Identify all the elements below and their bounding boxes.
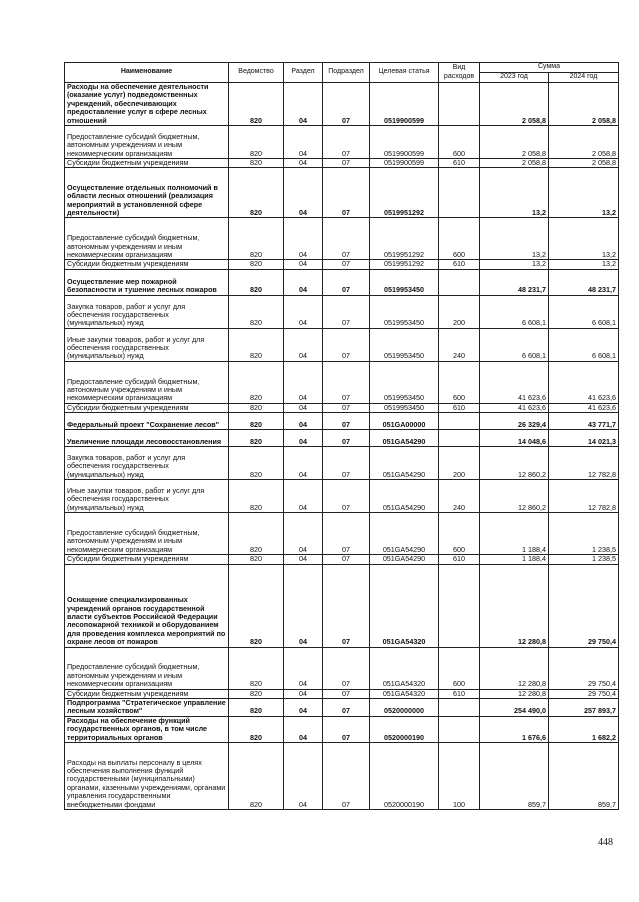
row-dept: 820 xyxy=(229,647,284,689)
row-name: Предоставление субсидий бюджетным, автономным учреждениям и иным некоммерческим организациям xyxy=(65,361,229,403)
table-row xyxy=(65,716,619,742)
row-name: Подпрограмма "Стратегическое управление лесным хозяйством" xyxy=(65,699,229,717)
row-expense: 200 xyxy=(439,295,480,328)
row-subsection: 07 xyxy=(323,361,370,403)
row-target: 051GA54290 xyxy=(370,555,439,564)
row-name: Субсидии бюджетным учреждениям xyxy=(65,689,229,698)
table-row xyxy=(65,403,619,412)
row-name: Предоставление субсидий бюджетным, автономным учреждениям и иным некоммерческим организациям xyxy=(65,513,229,555)
row-subsection: 07 xyxy=(323,447,370,480)
table-row xyxy=(65,269,619,295)
row-sum-2023: 41 623,6 xyxy=(480,361,549,403)
row-target: 0519953450 xyxy=(370,361,439,403)
col-header-section: Раздел xyxy=(284,63,323,83)
row-subsection: 07 xyxy=(323,403,370,412)
row-dept: 820 xyxy=(229,328,284,361)
row-sum-2023: 859,7 xyxy=(480,743,549,810)
col-header-2023: 2023 год xyxy=(480,73,549,83)
row-target: 0519900599 xyxy=(370,126,439,159)
row-subsection: 07 xyxy=(323,564,370,647)
row-section: 04 xyxy=(284,260,323,269)
row-sum-2023: 2 058,8 xyxy=(480,83,549,126)
row-sum-2024: 41 623,6 xyxy=(549,361,619,403)
row-name: Осуществление отдельных полномочий в области лесных отношений (реализация мероприятий в установленной сфере деятельности) xyxy=(65,168,229,218)
row-dept: 820 xyxy=(229,159,284,168)
row-subsection: 07 xyxy=(323,480,370,513)
row-dept: 820 xyxy=(229,743,284,810)
row-expense xyxy=(439,83,480,126)
row-subsection: 07 xyxy=(323,168,370,218)
row-section: 04 xyxy=(284,689,323,698)
col-header-sum: Сумма xyxy=(480,63,619,73)
row-sum-2023: 41 623,6 xyxy=(480,403,549,412)
row-target: 0520000190 xyxy=(370,716,439,742)
table-body xyxy=(65,83,619,810)
row-section: 04 xyxy=(284,168,323,218)
row-sum-2024: 859,7 xyxy=(549,743,619,810)
row-subsection: 07 xyxy=(323,260,370,269)
row-sum-2023: 254 490,0 xyxy=(480,699,549,717)
row-dept: 820 xyxy=(229,218,284,260)
row-section: 04 xyxy=(284,218,323,260)
row-subsection: 07 xyxy=(323,689,370,698)
row-sum-2024: 29 750,4 xyxy=(549,689,619,698)
table-row xyxy=(65,743,619,810)
row-target: 0520000000 xyxy=(370,699,439,717)
row-expense xyxy=(439,699,480,717)
row-name: Предоставление субсидий бюджетным, автономным учреждениям и иным некоммерческим организациям xyxy=(65,126,229,159)
row-name: Расходы на обеспечение деятельности (оказание услуг) подведомственных учреждений, обеспечивающих предоставление услуг в сфере лесных отношений xyxy=(65,83,229,126)
row-subsection: 07 xyxy=(323,699,370,717)
row-expense xyxy=(439,564,480,647)
row-target: 051GA54290 xyxy=(370,430,439,447)
row-section: 04 xyxy=(284,361,323,403)
row-subsection: 07 xyxy=(323,430,370,447)
row-name: Закупка товаров, работ и услуг для обеспечения государственных (муниципальных) нужд xyxy=(65,447,229,480)
row-sum-2024: 6 608,1 xyxy=(549,295,619,328)
row-expense: 610 xyxy=(439,260,480,269)
row-section: 04 xyxy=(284,513,323,555)
row-dept: 820 xyxy=(229,295,284,328)
row-expense xyxy=(439,413,480,430)
row-sum-2023: 1 676,6 xyxy=(480,716,549,742)
row-target: 0519953450 xyxy=(370,403,439,412)
row-dept: 820 xyxy=(229,168,284,218)
col-header-2024: 2024 год xyxy=(549,73,619,83)
row-dept: 820 xyxy=(229,361,284,403)
row-sum-2024: 29 750,4 xyxy=(549,564,619,647)
row-section: 04 xyxy=(284,269,323,295)
row-name: Расходы на выплаты персоналу в целях обеспечения выполнения функций государственными (муниципальными) органами, казенными учреждениями, органами управления государственными внебюджетными фондами xyxy=(65,743,229,810)
row-expense: 610 xyxy=(439,159,480,168)
row-sum-2024: 1 238,5 xyxy=(549,513,619,555)
row-dept: 820 xyxy=(229,447,284,480)
row-target: 0519953450 xyxy=(370,269,439,295)
row-sum-2023: 12 280,8 xyxy=(480,564,549,647)
row-sum-2024: 14 021,3 xyxy=(549,430,619,447)
table-row xyxy=(65,564,619,647)
row-expense: 600 xyxy=(439,361,480,403)
page-number: 448 xyxy=(598,837,613,848)
row-target: 051GA54320 xyxy=(370,689,439,698)
row-sum-2023: 2 058,8 xyxy=(480,159,549,168)
row-subsection: 07 xyxy=(323,555,370,564)
row-target: 0519951292 xyxy=(370,260,439,269)
row-section: 04 xyxy=(284,743,323,810)
row-sum-2024: 13,2 xyxy=(549,218,619,260)
row-name: Предоставление субсидий бюджетным, автономным учреждениям и иным некоммерческим организациям xyxy=(65,647,229,689)
row-subsection: 07 xyxy=(323,126,370,159)
col-header-name: Наименование xyxy=(65,63,229,83)
row-target: 051GA54290 xyxy=(370,480,439,513)
row-dept: 820 xyxy=(229,513,284,555)
col-header-target: Целевая статья xyxy=(370,63,439,83)
row-section: 04 xyxy=(284,126,323,159)
row-expense: 240 xyxy=(439,328,480,361)
row-section: 04 xyxy=(284,564,323,647)
budget-table xyxy=(64,62,619,810)
row-sum-2024: 2 058,8 xyxy=(549,159,619,168)
row-sum-2024: 6 608,1 xyxy=(549,328,619,361)
row-target: 0519953450 xyxy=(370,295,439,328)
table-row xyxy=(65,430,619,447)
row-section: 04 xyxy=(284,447,323,480)
table-row xyxy=(65,447,619,480)
row-expense: 610 xyxy=(439,555,480,564)
row-sum-2023: 12 280,8 xyxy=(480,689,549,698)
row-sum-2024: 13,2 xyxy=(549,260,619,269)
row-target: 0519953450 xyxy=(370,328,439,361)
row-sum-2023: 13,2 xyxy=(480,218,549,260)
row-subsection: 07 xyxy=(323,159,370,168)
row-target: 051GA54320 xyxy=(370,564,439,647)
row-sum-2024: 29 750,4 xyxy=(549,647,619,689)
row-name: Субсидии бюджетным учреждениям xyxy=(65,260,229,269)
row-section: 04 xyxy=(284,328,323,361)
row-subsection: 07 xyxy=(323,295,370,328)
row-expense: 200 xyxy=(439,447,480,480)
row-sum-2023: 13,2 xyxy=(480,260,549,269)
row-sum-2023: 1 188,4 xyxy=(480,513,549,555)
row-sum-2023: 12 280,8 xyxy=(480,647,549,689)
row-dept: 820 xyxy=(229,564,284,647)
row-sum-2024: 41 623,6 xyxy=(549,403,619,412)
row-sum-2023: 13,2 xyxy=(480,168,549,218)
row-expense: 600 xyxy=(439,218,480,260)
row-target: 051GA54290 xyxy=(370,447,439,480)
row-name: Федеральный проект "Сохранение лесов" xyxy=(65,413,229,430)
row-sum-2024: 13,2 xyxy=(549,168,619,218)
row-section: 04 xyxy=(284,83,323,126)
table-row xyxy=(65,689,619,698)
row-target: 0519900599 xyxy=(370,159,439,168)
row-dept: 820 xyxy=(229,403,284,412)
row-dept: 820 xyxy=(229,689,284,698)
table-row xyxy=(65,699,619,717)
row-subsection: 07 xyxy=(323,513,370,555)
table-row xyxy=(65,126,619,159)
row-target: 051GA00000 xyxy=(370,413,439,430)
row-name: Субсидии бюджетным учреждениям xyxy=(65,555,229,564)
row-subsection: 07 xyxy=(323,218,370,260)
col-header-dept: Ведомство xyxy=(229,63,284,83)
table-row xyxy=(65,513,619,555)
row-sum-2023: 26 329,4 xyxy=(480,413,549,430)
row-subsection: 07 xyxy=(323,743,370,810)
row-subsection: 07 xyxy=(323,647,370,689)
table-row xyxy=(65,218,619,260)
row-name: Иные закупки товаров, работ и услуг для обеспечения государственных (муниципальных) нужд xyxy=(65,480,229,513)
row-section: 04 xyxy=(284,413,323,430)
row-name: Субсидии бюджетным учреждениям xyxy=(65,159,229,168)
row-sum-2024: 1 682,2 xyxy=(549,716,619,742)
row-name: Оснащение специализированных учреждений органов государственной власти субъектов Российской Федерации лесопожарной техникой и оборудованием для проведения комплекса мероприятий по охране лесов от пожаров xyxy=(65,564,229,647)
row-target: 0519900599 xyxy=(370,83,439,126)
table-row xyxy=(65,328,619,361)
row-sum-2024: 2 058,8 xyxy=(549,126,619,159)
row-sum-2024: 12 782,8 xyxy=(549,480,619,513)
row-subsection: 07 xyxy=(323,269,370,295)
row-name: Субсидии бюджетным учреждениям xyxy=(65,403,229,412)
row-section: 04 xyxy=(284,159,323,168)
row-expense: 610 xyxy=(439,403,480,412)
row-target: 051GA54290 xyxy=(370,513,439,555)
row-expense: 610 xyxy=(439,689,480,698)
row-dept: 820 xyxy=(229,555,284,564)
row-sum-2023: 12 860,2 xyxy=(480,447,549,480)
row-sum-2023: 1 188,4 xyxy=(480,555,549,564)
row-section: 04 xyxy=(284,480,323,513)
table-row xyxy=(65,159,619,168)
row-target: 0519951292 xyxy=(370,168,439,218)
row-sum-2024: 257 893,7 xyxy=(549,699,619,717)
table-row xyxy=(65,647,619,689)
row-dept: 820 xyxy=(229,83,284,126)
row-dept: 820 xyxy=(229,430,284,447)
col-header-expense: Вид расходов xyxy=(439,63,480,83)
row-sum-2023: 6 608,1 xyxy=(480,328,549,361)
row-section: 04 xyxy=(284,716,323,742)
table-row xyxy=(65,168,619,218)
row-sum-2024: 2 058,8 xyxy=(549,83,619,126)
row-expense xyxy=(439,168,480,218)
row-dept: 820 xyxy=(229,480,284,513)
row-expense: 600 xyxy=(439,513,480,555)
row-name: Закупка товаров, работ и услуг для обеспечения государственных (муниципальных) нужд xyxy=(65,295,229,328)
row-subsection: 07 xyxy=(323,413,370,430)
col-header-subsection: Подраздел xyxy=(323,63,370,83)
row-dept: 820 xyxy=(229,126,284,159)
table-row xyxy=(65,413,619,430)
row-subsection: 07 xyxy=(323,716,370,742)
row-name: Предоставление субсидий бюджетным, автономным учреждениям и иным некоммерческим организациям xyxy=(65,218,229,260)
row-name: Увеличение площади лесовосстановления xyxy=(65,430,229,447)
row-sum-2024: 43 771,7 xyxy=(549,413,619,430)
row-sum-2024: 48 231,7 xyxy=(549,269,619,295)
row-name: Иные закупки товаров, работ и услуг для обеспечения государственных (муниципальных) нужд xyxy=(65,328,229,361)
table-row xyxy=(65,83,619,126)
row-expense: 240 xyxy=(439,480,480,513)
row-dept: 820 xyxy=(229,413,284,430)
row-dept: 820 xyxy=(229,716,284,742)
row-subsection: 07 xyxy=(323,83,370,126)
row-section: 04 xyxy=(284,403,323,412)
row-section: 04 xyxy=(284,555,323,564)
row-sum-2023: 12 860,2 xyxy=(480,480,549,513)
table-row xyxy=(65,295,619,328)
row-expense: 600 xyxy=(439,647,480,689)
row-subsection: 07 xyxy=(323,328,370,361)
row-expense: 600 xyxy=(439,126,480,159)
row-sum-2023: 48 231,7 xyxy=(480,269,549,295)
row-expense xyxy=(439,430,480,447)
row-expense xyxy=(439,716,480,742)
row-expense xyxy=(439,269,480,295)
row-sum-2023: 14 048,6 xyxy=(480,430,549,447)
row-target: 0519951292 xyxy=(370,218,439,260)
table-row xyxy=(65,555,619,564)
table-row xyxy=(65,361,619,403)
row-sum-2024: 12 782,8 xyxy=(549,447,619,480)
row-dept: 820 xyxy=(229,260,284,269)
row-section: 04 xyxy=(284,430,323,447)
table-row xyxy=(65,260,619,269)
row-name: Осуществление мер пожарной безопасности и тушение лесных пожаров xyxy=(65,269,229,295)
row-section: 04 xyxy=(284,295,323,328)
row-section: 04 xyxy=(284,699,323,717)
row-expense: 100 xyxy=(439,743,480,810)
row-sum-2024: 1 238,5 xyxy=(549,555,619,564)
row-sum-2023: 6 608,1 xyxy=(480,295,549,328)
row-section: 04 xyxy=(284,647,323,689)
row-target: 0520000190 xyxy=(370,743,439,810)
row-dept: 820 xyxy=(229,269,284,295)
row-name: Расходы на обеспечение функций государственных органов, в том числе территориальных органов xyxy=(65,716,229,742)
row-sum-2023: 2 058,8 xyxy=(480,126,549,159)
table-row xyxy=(65,480,619,513)
row-target: 051GA54320 xyxy=(370,647,439,689)
row-dept: 820 xyxy=(229,699,284,717)
